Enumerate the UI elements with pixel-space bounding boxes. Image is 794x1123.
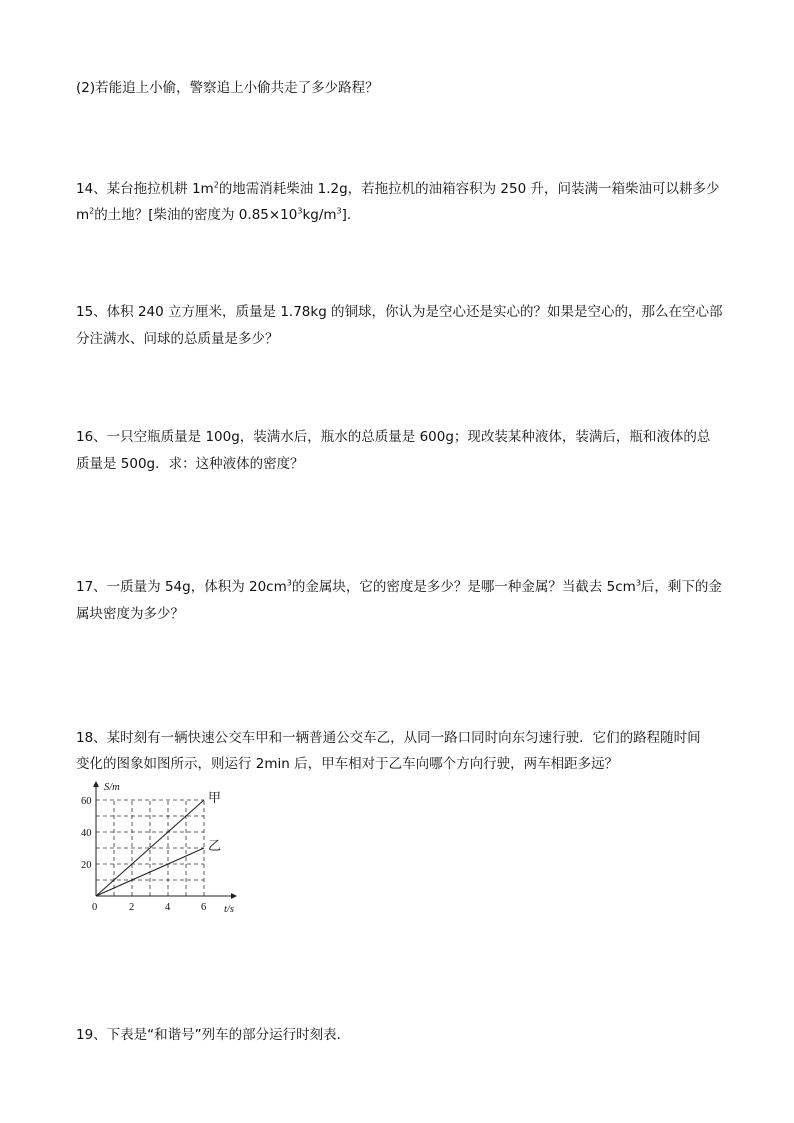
q17-text-c: 后，剩下的金 xyxy=(640,579,722,595)
question-16-line-2: 质量是 500g．求：这种液体的密度？ xyxy=(76,456,304,472)
q17-text-b: 的金属块，它的密度是多少？是哪一种金属？当截去 5cm xyxy=(291,579,636,595)
q14-text-d: 的土地？[柴油的密度为 0.85×10 xyxy=(94,207,298,223)
question-14-line-1 xyxy=(76,180,736,198)
question-13-part-2: (2)若能追上小偷，警察追上小偷共走了多少路程？ xyxy=(76,80,379,96)
q14-superscript-e: 3 xyxy=(336,206,342,216)
q14-superscript-a: 2 xyxy=(213,180,219,190)
q14-text-a: 14、某台拖拉机耕 1m xyxy=(76,181,214,197)
y-axis-label: S/m xyxy=(104,782,120,793)
question-14-line-2 xyxy=(76,206,736,224)
question-15-line-2: 分注满水、问球的总质量是多少？ xyxy=(76,331,279,347)
q14-superscript-c: 2 xyxy=(89,206,95,216)
question-19: 19、下表是“和谐号”列车的部分运行时刻表． xyxy=(76,1027,351,1043)
question-16-line-1: 16、一只空瓶质量是 100g，装满水后，瓶水的总质量是 600g；现改装某种液体，装满后，瓶和液体的总 xyxy=(76,429,711,445)
question-17-line-1 xyxy=(76,578,736,596)
question-18-line-1: 18、某时刻有一辆快速公交车甲和一辆普通公交车乙，从同一路口同时向东匀速行驶．它们的路程随时间 xyxy=(76,730,701,746)
x-tick-label: 2 xyxy=(129,902,135,913)
x-axis-label: t/s xyxy=(224,904,234,915)
q17-superscript-b: 3 xyxy=(635,578,641,588)
series-label-2: 乙 xyxy=(208,838,222,853)
question-15-line-1: 15、体积 240 立方厘米，质量是 1.78kg 的铜球，你认为是空心还是实心的？如果是空心的，那么在空心部 xyxy=(76,304,723,320)
chart-labels xyxy=(81,782,234,915)
q14-text-e: kg/m xyxy=(302,207,337,223)
q17-text-a: 17、一质量为 54g，体积为 20cm xyxy=(76,579,287,595)
series-label-1: 甲 xyxy=(208,790,222,805)
question-17-line-2: 属块密度为多少？ xyxy=(76,606,184,622)
question-18-line-2: 变化的图象如图所示，则运行 2min 后，甲车相对于乙车向哪个方向行驶，两车相距多远？ xyxy=(76,756,619,772)
y-tick-label: 60 xyxy=(81,796,92,807)
x-tick-label: 4 xyxy=(165,902,171,913)
x-tick-label: 6 xyxy=(201,902,207,913)
q14-text-c: m xyxy=(76,207,90,223)
q14-text-f: ]. xyxy=(341,207,352,223)
q14-text-b: 的地需消耗柴油 1.2g，若拖拉机的油箱容积为 250 升，问装满一箱柴油可以耕多少 xyxy=(218,181,720,197)
q14-superscript-d: 3 xyxy=(297,206,303,216)
x-tick-label: 0 xyxy=(92,902,98,913)
q17-superscript-a: 3 xyxy=(286,578,292,588)
y-tick-label: 40 xyxy=(81,828,92,839)
y-tick-label: 20 xyxy=(81,860,92,871)
distance-time-graph xyxy=(76,778,246,920)
